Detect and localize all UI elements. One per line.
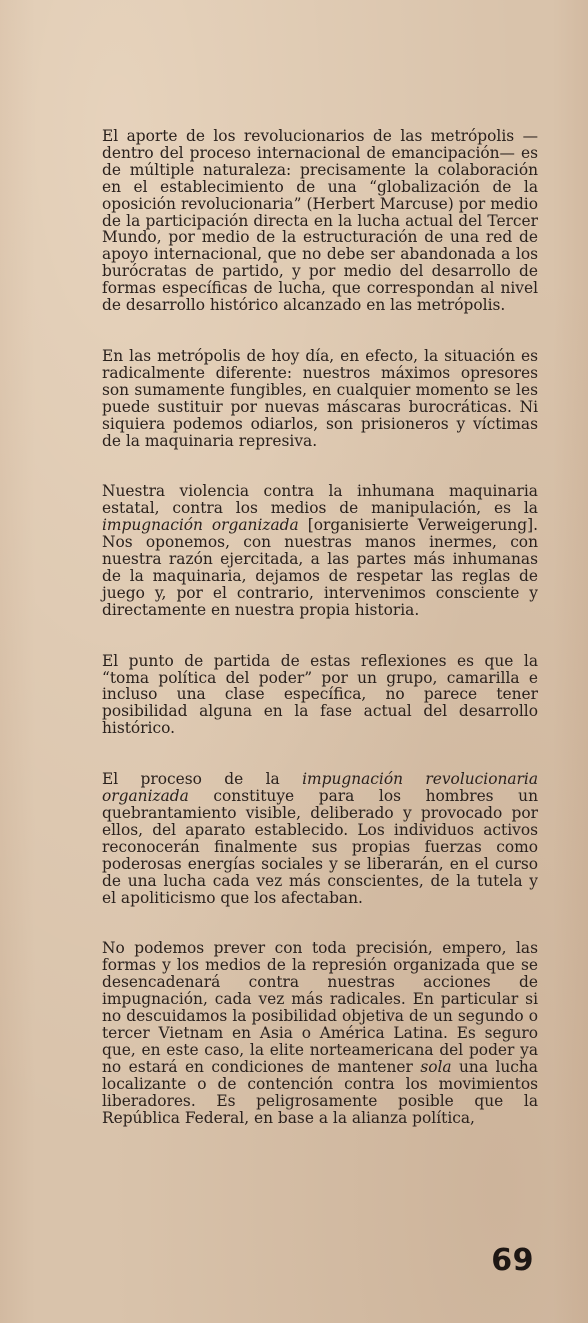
paragraph-4-text: El punto de partida de estas reflexiones es que la “toma política del poder” por un grupo, camarilla e incluso una clase específica, no parece tener posibilidad alguna en la fase actual del desarrollo histórico. bbox=[102, 651, 538, 738]
paragraph-4 bbox=[102, 653, 538, 738]
paragraph-2 bbox=[102, 348, 538, 449]
paragraph-6-emphasis: sola bbox=[420, 1057, 452, 1076]
paragraph-3-emphasis: impugnación organizada bbox=[102, 516, 299, 535]
paragraph-5-text-b: constituye para los hombres un quebrantamiento visible, deliberado y provocado por ellos, del aparato establecido. Los individuos activos reconocerán finalmente sus propias fuerzas como poderosas energías sociales y se liberarán, en el curso de una lucha cada vez más conscientes, de la tutela y el apoliticismo que los afectaban. bbox=[102, 787, 538, 907]
paragraph-1-text: El aporte de los revolucionarios de las metrópolis —dentro del proceso internacional de emancipación— es de múltiple naturaleza: precisamente la colaboración en el establecimiento de una “globalización de la oposición revolucionaria” (Herbert Marcuse) por medio de la participación directa en la lucha actual del Tercer Mundo, por medio de la estructuración de una red de apoyo internacional, que no debe ser abandonada a los burócratas de partido, y por medio del desarrollo de formas específicas de lucha, que correspondan al nivel de desarrollo histórico alcanzado en las metrópolis. bbox=[102, 127, 538, 315]
paragraph-5-text-a: El proceso de la bbox=[102, 770, 303, 789]
paragraph-6-text-a: No podemos prever con toda precisión, empero, las formas y los medios de la represión organizada que se desencadenará contra nuestras acciones de impugnación, cada vez más radicales. En particular si no descuidamos la posibilidad objetiva de un segundo o tercer Vietnam en Asia o América Latina. Es seguro que, en este caso, la elite norteamericana del poder ya no estará en condiciones de mantener bbox=[102, 939, 538, 1076]
paragraph-6-text-b: una lucha localizante o de contención contra los movimientos liberadores. Es peligrosamente posible que la República Federal, en base a la alianza política, bbox=[102, 1057, 538, 1127]
paragraph-5 bbox=[102, 771, 538, 906]
paragraph-3-text-a: Nuestra violencia contra la inhumana maquinaria estatal, contra los medios de manipulación, es la bbox=[102, 482, 538, 518]
page-number: 69 bbox=[491, 1243, 534, 1278]
paragraph-1 bbox=[102, 128, 538, 314]
paragraph-3-text-b: [organisierte Verweigerung]. Nos oponemos, con nuestras manos inermes, con nuestra razón ejercitada, a las partes más inhumanas de la maquinaria, dejamos de respetar las reglas de juego y, por el contrario, intervenimos consciente y directamente en nuestra propia historia. bbox=[102, 516, 538, 619]
paragraph-5-emphasis: impugnación revolucionaria organizada bbox=[102, 770, 539, 806]
paragraph-3 bbox=[102, 483, 538, 618]
page-body bbox=[102, 128, 538, 1160]
paragraph-6 bbox=[102, 940, 538, 1126]
paragraph-2-text: En las metrópolis de hoy día, en efecto, la situación es radicalmente diferente: nuestros máximos opresores son sumamente fungibles, en cualquier momento se les puede sustituir por nuevas máscaras burocráticas. Ni siquiera podemos odiarlos, son prisioneros y víctimas de la maquinaria represiva. bbox=[102, 346, 538, 450]
